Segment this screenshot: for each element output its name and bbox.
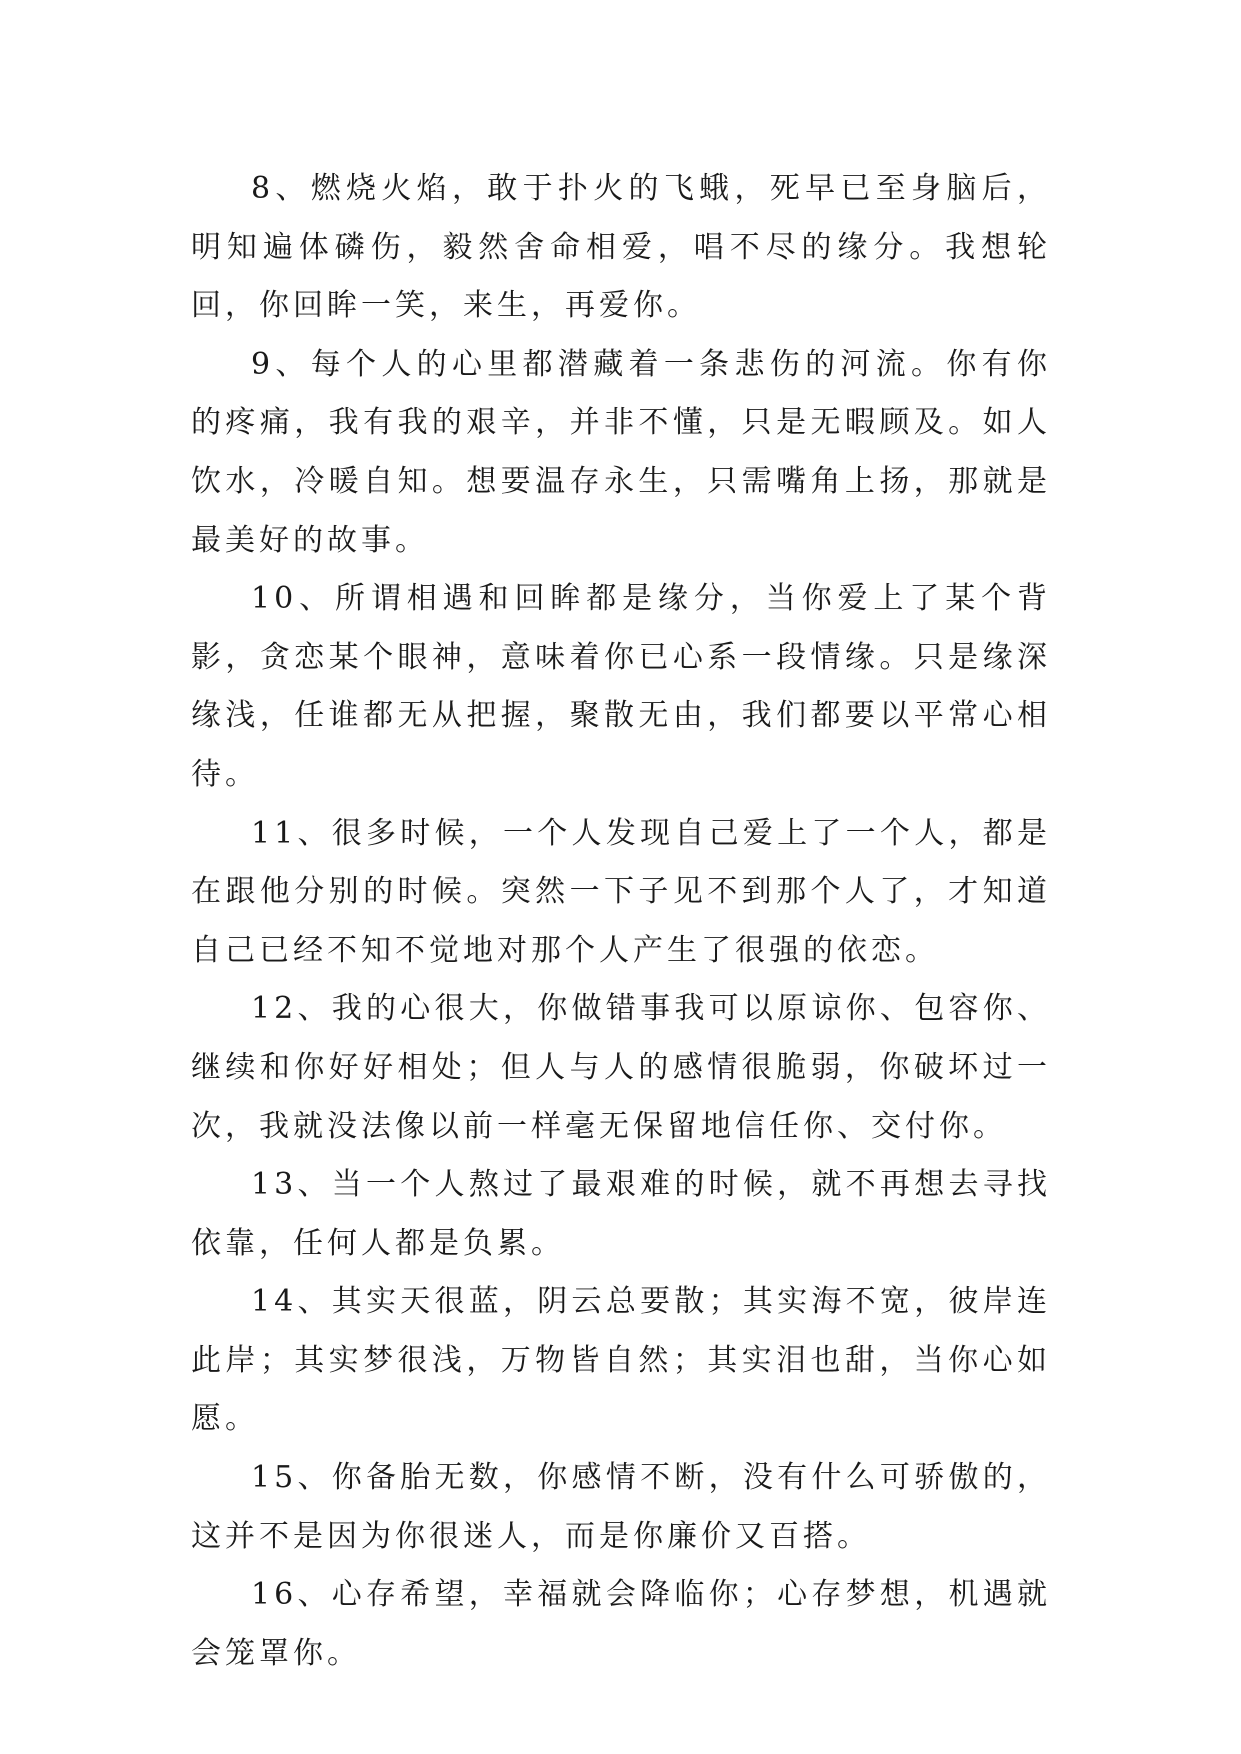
paragraph-12: 12、我的心很大，你做错事我可以原谅你、包容你、继续和你好好相处；但人与人的感情很脆弱，你破坏过一次，我就没法像以前一样毫无保留地信任你、交付你。 (191, 991, 1051, 1144)
document-body (191, 160, 1051, 1683)
paragraph-8: 8、燃烧火焰，敢于扑火的飞蛾，死早已至身脑后，明知遍体磷伤，毅然舍命相爱，唱不尽的缘分。我想轮回，你回眸一笑，来生，再爱你。 (191, 171, 1051, 324)
paragraph-15: 15、你备胎无数，你感情不断，没有什么可骄傲的，这并不是因为你很迷人，而是你廉价又百搭。 (191, 1460, 1051, 1554)
paragraph-9: 9、每个人的心里都潜藏着一条悲伤的河流。你有你的疼痛，我有我的艰辛，并非不懂，只是无暇顾及。如人饮水，冷暖自知。想要温存永生，只需嘴角上扬，那就是最美好的故事。 (191, 346, 1051, 558)
paragraph-11: 11、很多时候，一个人发现自己爱上了一个人，都是在跟他分别的时候。突然一下子见不到那个人了，才知道自己已经不知不觉地对那个人产生了很强的依恋。 (191, 815, 1051, 968)
paragraph-10: 10、所谓相遇和回眸都是缘分，当你爱上了某个背影，贪恋某个眼神，意味着你已心系一段情缘。只是缘深缘浅，任谁都无从把握，聚散无由，我们都要以平常心相待。 (191, 581, 1051, 792)
paragraph-14: 14、其实天很蓝，阴云总要散；其实海不宽，彼岸连此岸；其实梦很浅，万物皆自然；其实泪也甜，当你心如愿。 (191, 1284, 1051, 1437)
paragraph-13: 13、当一个人熬过了最艰难的时候，就不再想去寻找依靠，任何人都是负累。 (191, 1167, 1051, 1261)
paragraph-16: 16、心存希望，幸福就会降临你；心存梦想，机遇就会笼罩你。 (191, 1577, 1051, 1671)
